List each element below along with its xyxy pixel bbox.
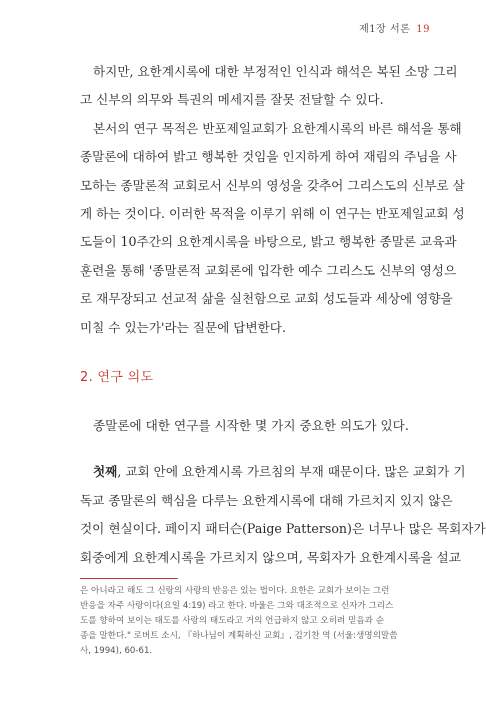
text-line: 고 신부의 의무와 특권의 메세지를 잘못 전달할 수 있다. [80, 92, 384, 108]
text-line: 로 재무장되고 선교적 삶을 실천함으로 교회 성도들과 세상에 영향을 [80, 291, 453, 307]
paragraph-1 [80, 58, 458, 115]
main-text-continued [80, 412, 486, 572]
running-head-chapter: 제1장 서론 [359, 24, 411, 35]
text-segment: , 교회 안에 요한계시록 가르침의 부재 때문이다. 많은 교회가 기 [117, 464, 466, 480]
text-line: 하지만, 요한계시록에 대한 부정적인 인식과 해석은 복된 소망 그리 [93, 64, 458, 79]
text-line: 훈련을 통해 '종말론적 교회론에 입각한 예수 그리스도 신부의 영성으 [80, 262, 457, 278]
text-line: 게 하는 것이다. 이러한 목적을 이루기 위해 이 연구는 반포제일교회 성 [80, 206, 465, 222]
footnote-divider [80, 578, 178, 579]
footnote [80, 584, 412, 659]
text-line: 회중에게 요한계시록을 가르치지 않으며, 목회자가 요한계시록을 설교 [80, 549, 461, 565]
paragraph-4 [80, 458, 486, 572]
first-lead-word: 첫째 [93, 464, 118, 480]
text-line: 도들이 10주간의 요한계시록을 바탕으로, 밝고 행복한 종말론 교육과 [80, 234, 457, 250]
footnote-line: 반응을 자주 사랑이다(요일 4:19) 라고 한다. 바울은 그와 대조적으로 신자가 그리스 [80, 601, 394, 611]
text-line: 독교 종말론의 핵심을 다루는 요한계시록에 대해 가르치지 있지 않은 [80, 492, 453, 508]
section-heading: 2. 연구 의도 [80, 370, 154, 385]
text-line: 본서의 연구 목적은 반포제일교회가 요한계시록의 바른 해석을 통해 [93, 120, 462, 136]
text-line: 종말론에 대한 연구를 시작한 몇 가지 중요한 의도가 있다. [93, 418, 409, 433]
text-line: 미칠 수 있는가'라는 질문에 답변한다. [80, 319, 286, 335]
text-line: 모하는 종말론적 교회로서 신부의 영성을 갖추어 그리스도의 신부로 살 [80, 177, 465, 193]
text-line: 종말론에 대하여 밝고 행복한 것임을 인지하게 하여 재림의 주님을 사 [80, 149, 457, 165]
text-line [80, 458, 466, 486]
paragraph-3 [80, 412, 412, 440]
running-head [359, 20, 430, 35]
page-number: 19 [416, 24, 430, 35]
footnote-line: 도를 향하여 보이는 태도를 사랑의 태도라고 거의 언급하지 않고 오히려 믿음과 순 [80, 616, 385, 626]
footnote-line: 사, 1994), 60-61. [80, 646, 153, 656]
main-text [80, 58, 465, 342]
paragraph-2 [80, 115, 465, 342]
text-line: 것이 현실이다. 페이지 패터슨(Paige Patterson)은 너무나 많은 목회자가 [80, 521, 486, 537]
footnote-line: 은 아니라고 해도 그 신랑의 사랑의 반응은 있는 법이다. 요한은 교회가 보이는 그런 [80, 586, 390, 596]
footnote-line: 종을 말한다." 로버트 소시, 『하나님이 계획하신 교회』, 김기찬 역 (서울:생명의말씀 [80, 631, 398, 641]
